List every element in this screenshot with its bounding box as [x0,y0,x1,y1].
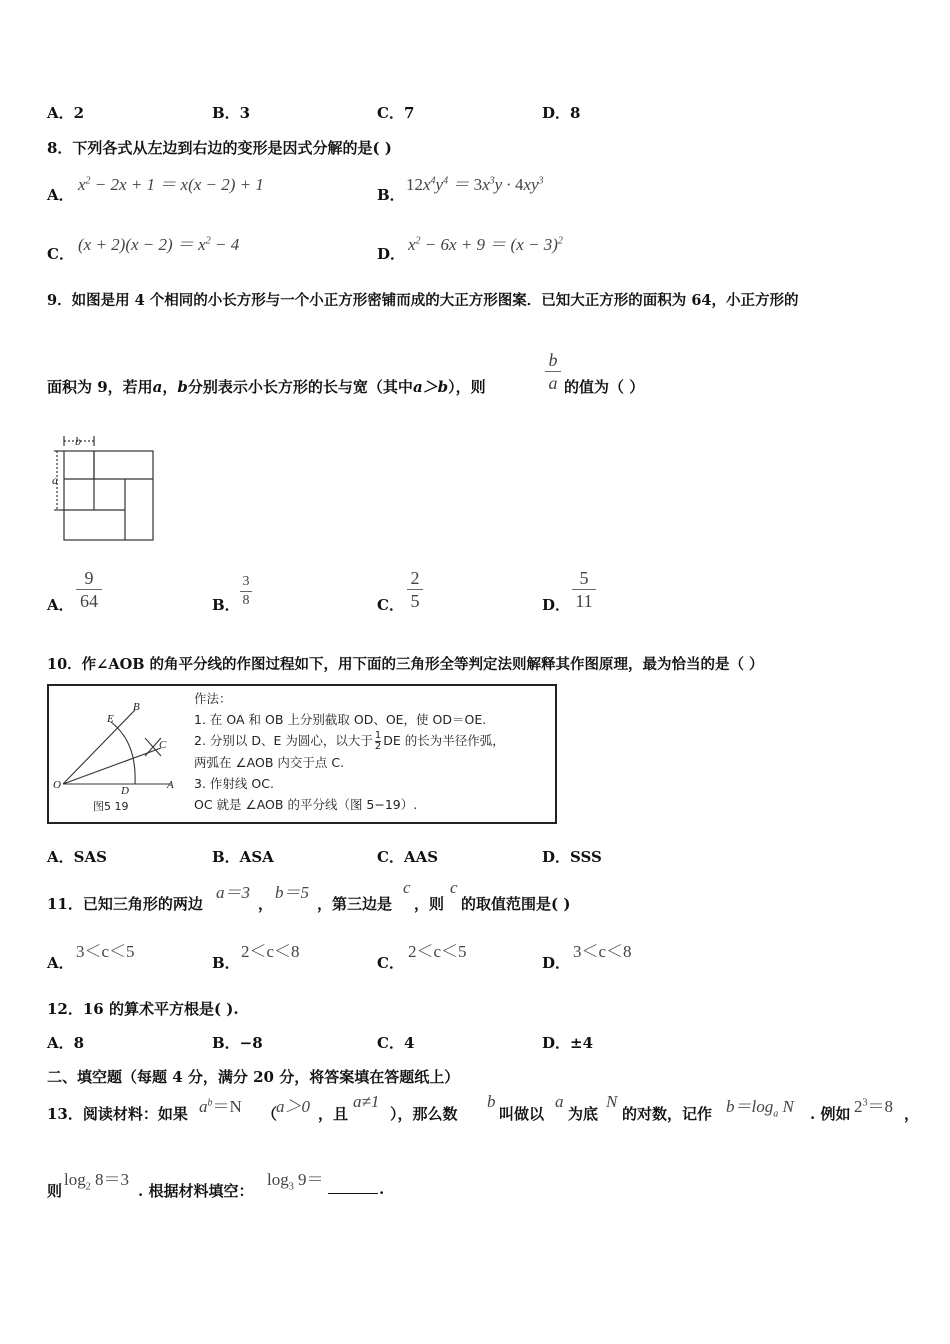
q13-var-b: b [487,1092,496,1111]
q12-option-c: C．4 [377,1034,415,1052]
q11-stem-end: 的取值范围是( ) [461,895,571,913]
q13-p7: 的对数，记作 [622,1105,713,1123]
q10-box-step3: 3. 作射线 OC. [194,776,274,791]
q10-box-step4: OC 就是 ∠AOB 的平分线（图 5−19）. [194,797,418,812]
q9-big-square [64,451,153,540]
q9-figure [46,432,158,544]
q10-ray-ob [63,710,135,784]
q13-answer-blank[interactable] [328,1180,378,1198]
q12-option-b: B．−8 [212,1034,263,1052]
q11-stem-mid: ，第三边是 [317,895,393,913]
q8-label-d: D． [377,245,406,263]
q10-box-title: 作法： [194,691,232,706]
q12-option-a: A．8 [47,1034,85,1052]
q8-label-b: B． [377,186,405,204]
q10-stem: 10．作∠AOB 的角平分线的作图过程如下，用下面的三角形全等判定法则解释其作图原理，最为恰当的是（ ） [47,656,764,673]
q11-stem-then: ，则 [414,895,445,913]
q9-option-c-label: C． [377,596,404,614]
q11-option-c-expr: 2＜c＜5 [408,942,467,961]
q7-option-d: D．8 [542,104,581,122]
q12-option-d: D．±4 [542,1034,594,1052]
q10-fig-label-d: D [121,785,129,797]
q9-option-b-fraction: 3 8 [240,574,252,609]
q10-construction-steps [194,688,505,815]
q8-expr-d: $x^2 - 6x + 9 = (x - 3)^2$ [408,235,563,254]
q11-option-d-label: D． [542,954,571,972]
q12-stem: 12．16 的算术平方根是( ). [47,1000,239,1018]
q9-option-c-fraction: 2 5 [407,568,423,611]
q10-fig-label-a: A [167,779,174,791]
q11-option-b-label: B． [212,954,240,972]
q13-p9: ， [904,1105,920,1123]
q13-log-def: $b=\log_a$ N [726,1097,794,1120]
q10-box-step1: 1. 在 OA 和 OB 上分别截取 OD、OE，使 OD＝OE. [194,712,487,727]
q13-p8: . 例如 [810,1105,851,1123]
q10-construction-figure [49,686,199,822]
q11-option-c-label: C． [377,954,404,972]
q11-option-d-expr: 3＜c＜8 [573,942,632,961]
q11-cond-a: a＝3 [216,883,250,902]
q10-fig-label-e: E [107,713,114,725]
q8-expr-c: $(x + 2)(x - 2) = x^2 - 4$ [78,235,240,254]
q10-option-b: B．ASA [212,848,274,866]
q13-l2-p3: . [379,1180,385,1198]
q11-var-c-1: c [403,878,411,897]
q9-stem-tail: 的值为（ ） [564,378,645,396]
q9-option-d-label: D． [542,596,571,614]
q10-option-a: A．SAS [47,848,107,866]
q9-option-a-label: A． [47,596,74,614]
q8-expr-b: $12x^4y^4 = 3x^3y \cdot 4xy^3$ [406,175,544,194]
q13-p4: ），那么数 [390,1105,458,1123]
q10-option-d: D．SSS [542,848,602,866]
q13-l2-p1: 则 [47,1182,63,1200]
q13-l2-p2: . 根据材料填空： [138,1182,254,1200]
q13-a-ne-1: a≠1 [353,1092,380,1111]
q13-p3: ，且 [318,1105,349,1123]
q10-construction-box [47,684,557,824]
q9-figure-label-a: a [52,473,58,487]
q13-log3-question: $\log_3 9=$ [267,1170,324,1193]
q10-box-step2c: 两弧在 ∠AOB 内交于点 C. [194,755,345,770]
q11-option-a-label: A． [47,954,74,972]
q9-option-b-label: B． [212,596,240,614]
q7-option-a: A．2 [47,104,85,122]
q13-log2-example: $\log_2 8=3$ [64,1170,129,1193]
q11-sep: ， [258,895,274,913]
q8-label-c: C． [47,245,74,263]
section2-title: 二、填空题（每题 4 分，满分 20 分，将答案填在答题纸上） [47,1068,460,1086]
q10-ray-oc [63,748,161,784]
q9-stem-line1: 9．如图是用 4 个相同的小长方形与一个小正方形密铺而成的大正方形图案．已知大正方形的面积为 64，小正方形的 [47,292,799,309]
q9-option-d-fraction: 5 11 [572,568,596,611]
q9-figure-label-b: b [75,434,81,448]
q10-fig-label-c: C [159,739,167,751]
q9-option-a-fraction: 9 64 [76,568,102,611]
q8-label-a: A． [47,186,74,204]
q7-option-c: C．7 [377,104,415,122]
q13-p5: 叫做以 [499,1105,545,1123]
q10-fig-label-b: B [133,701,140,713]
q10-fig-label-o: O [53,779,61,791]
q13-p1: 13．阅读材料：如果 [47,1105,188,1123]
q11-option-b-expr: 2＜c＜8 [241,942,300,961]
q13-var-n: N [606,1092,618,1111]
q13-a-gt-0: a＞0 [276,1097,310,1116]
q11-stem-pre: 11．已知三角形的两边 [47,895,203,913]
q8-stem: 8．下列各式从左边到右边的变形是因式分解的是( ) [47,139,392,157]
q11-var-c-2: c [450,878,458,897]
q7-option-b: B．3 [212,104,251,122]
q13-ab-eq-n: $a^b=N$ [199,1097,242,1116]
q10-option-c: C．AAS [377,848,439,866]
q13-var-a: a [555,1092,564,1111]
q13-example: $2^3=8$ [854,1097,893,1116]
q13-p6: 为底 [568,1105,599,1123]
q9-stem-line2: 面积为 9，若用a，b分别表示小长方形的长与宽（其中a＞b），则 [47,378,486,396]
q11-cond-b: b＝5 [275,883,309,902]
q11-option-a-expr: 3＜c＜5 [76,942,135,961]
q10-box-step2: 2. 分别以 D、E 为圆心，以大于 $\frac{1}{2}$ DE 的长为半径作弧， [194,730,505,752]
q9-fraction-b-over-a: b a [545,350,561,393]
q10-fig-caption: 图5 19 [93,800,129,813]
q8-expr-a: $x^2 - 2x + 1 = x(x - 2) + 1$ [78,175,264,194]
q13-p2: （ [262,1105,278,1123]
